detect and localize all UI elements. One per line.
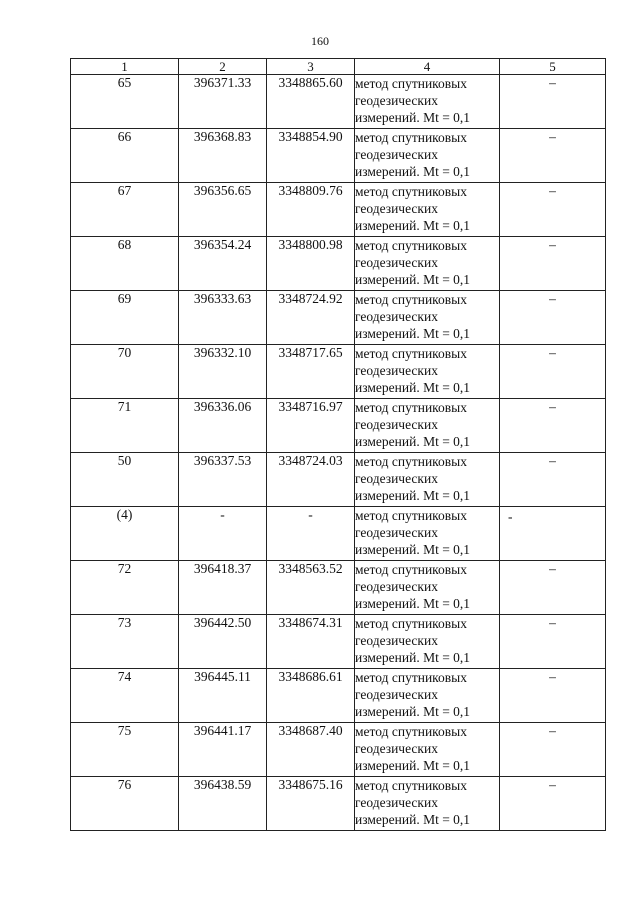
point-number-cell: 70 xyxy=(71,345,179,399)
y-coordinate-cell: 3348724.03 xyxy=(267,453,355,507)
note-cell: – xyxy=(500,75,606,129)
method-line: метод спутниковых xyxy=(355,562,467,577)
note-cell: – xyxy=(500,561,606,615)
table-row xyxy=(71,345,606,399)
method-line: геодезических xyxy=(355,93,438,108)
y-coordinate-cell: 3348717.65 xyxy=(267,345,355,399)
method-line: геодезических xyxy=(355,795,438,810)
y-coordinate-cell: 3348563.52 xyxy=(267,561,355,615)
note-cell: – xyxy=(500,129,606,183)
column-header: 1 xyxy=(71,59,179,75)
table-row xyxy=(71,777,606,831)
y-coordinate-cell: 3348686.61 xyxy=(267,669,355,723)
method-line: измерений. Mt = 0,1 xyxy=(355,758,471,773)
table-row xyxy=(71,237,606,291)
method-cell xyxy=(355,75,500,129)
method-cell xyxy=(355,129,500,183)
method-line: метод спутниковых xyxy=(355,616,467,631)
method-line: геодезических xyxy=(355,309,438,324)
point-number-cell: 75 xyxy=(71,723,179,777)
x-coordinate-cell: 396438.59 xyxy=(179,777,267,831)
column-header: 4 xyxy=(355,59,500,75)
method-line: геодезических xyxy=(355,687,438,702)
point-number-cell: 68 xyxy=(71,237,179,291)
x-coordinate-cell: 396356.65 xyxy=(179,183,267,237)
method-line: метод спутниковых xyxy=(355,130,467,145)
method-cell xyxy=(355,399,500,453)
x-coordinate-cell: 396333.63 xyxy=(179,291,267,345)
method-line: геодезических xyxy=(355,741,438,756)
method-line: геодезических xyxy=(355,147,438,162)
point-number-cell: 73 xyxy=(71,615,179,669)
x-coordinate-cell: 396441.17 xyxy=(179,723,267,777)
note-cell: – xyxy=(500,183,606,237)
method-line: метод спутниковых xyxy=(355,508,467,523)
table-row xyxy=(71,723,606,777)
x-coordinate-cell: - xyxy=(179,507,267,561)
method-line: геодезических xyxy=(355,525,438,540)
table-header-row xyxy=(71,59,606,75)
method-cell xyxy=(355,723,500,777)
y-coordinate-cell: 3348674.31 xyxy=(267,615,355,669)
x-coordinate-cell: 396371.33 xyxy=(179,75,267,129)
table-row xyxy=(71,129,606,183)
table-row xyxy=(71,183,606,237)
y-coordinate-cell: - xyxy=(267,507,355,561)
method-line: метод спутниковых xyxy=(355,238,467,253)
method-line: измерений. Mt = 0,1 xyxy=(355,488,471,503)
method-line: геодезических xyxy=(355,471,438,486)
table-row xyxy=(71,75,606,129)
method-cell xyxy=(355,291,500,345)
method-line: геодезических xyxy=(355,255,438,270)
x-coordinate-cell: 396337.53 xyxy=(179,453,267,507)
column-header: 2 xyxy=(179,59,267,75)
x-coordinate-cell: 396332.10 xyxy=(179,345,267,399)
y-coordinate-cell: 3348716.97 xyxy=(267,399,355,453)
table-body xyxy=(71,75,606,831)
method-cell xyxy=(355,615,500,669)
point-number-cell: (4) xyxy=(71,507,179,561)
method-line: измерений. Mt = 0,1 xyxy=(355,812,471,827)
table-row xyxy=(71,669,606,723)
y-coordinate-cell: 3348724.92 xyxy=(267,291,355,345)
method-line: измерений. Mt = 0,1 xyxy=(355,596,471,611)
method-line: измерений. Mt = 0,1 xyxy=(355,650,471,665)
x-coordinate-cell: 396336.06 xyxy=(179,399,267,453)
y-coordinate-cell: 3348687.40 xyxy=(267,723,355,777)
method-line: измерений. Mt = 0,1 xyxy=(355,434,471,449)
method-line: измерений. Mt = 0,1 xyxy=(355,326,471,341)
method-cell xyxy=(355,183,500,237)
method-cell xyxy=(355,669,500,723)
method-line: геодезических xyxy=(355,363,438,378)
table-row xyxy=(71,507,606,561)
note-cell: – xyxy=(500,291,606,345)
method-line: геодезических xyxy=(355,417,438,432)
table-row xyxy=(71,291,606,345)
method-line: метод спутниковых xyxy=(355,346,467,361)
method-line: метод спутниковых xyxy=(355,76,467,91)
point-number-cell: 76 xyxy=(71,777,179,831)
method-line: метод спутниковых xyxy=(355,778,467,793)
point-number-cell: 72 xyxy=(71,561,179,615)
method-cell xyxy=(355,777,500,831)
note-cell: – xyxy=(500,777,606,831)
note-cell: – xyxy=(500,399,606,453)
method-line: метод спутниковых xyxy=(355,454,467,469)
point-number-cell: 50 xyxy=(71,453,179,507)
method-line: метод спутниковых xyxy=(355,400,467,415)
method-line: измерений. Mt = 0,1 xyxy=(355,218,471,233)
coordinates-table xyxy=(70,58,606,831)
note-cell: – xyxy=(500,615,606,669)
note-cell: – xyxy=(500,669,606,723)
method-line: измерений. Mt = 0,1 xyxy=(355,110,471,125)
method-cell xyxy=(355,237,500,291)
point-number-cell: 69 xyxy=(71,291,179,345)
x-coordinate-cell: 396418.37 xyxy=(179,561,267,615)
note-cell: – xyxy=(500,237,606,291)
y-coordinate-cell: 3348675.16 xyxy=(267,777,355,831)
x-coordinate-cell: 396445.11 xyxy=(179,669,267,723)
column-header: 3 xyxy=(267,59,355,75)
table-row xyxy=(71,561,606,615)
method-line: измерений. Mt = 0,1 xyxy=(355,164,471,179)
method-cell xyxy=(355,453,500,507)
table-row xyxy=(71,453,606,507)
note-cell: – xyxy=(500,345,606,399)
column-header: 5 xyxy=(500,59,606,75)
method-line: измерений. Mt = 0,1 xyxy=(355,704,471,719)
method-cell xyxy=(355,345,500,399)
method-line: метод спутниковых xyxy=(355,670,467,685)
method-line: измерений. Mt = 0,1 xyxy=(355,542,471,557)
method-line: метод спутниковых xyxy=(355,724,467,739)
note-cell: – xyxy=(500,453,606,507)
point-number-cell: 71 xyxy=(71,399,179,453)
method-line: геодезических xyxy=(355,201,438,216)
y-coordinate-cell: 3348800.98 xyxy=(267,237,355,291)
method-line: метод спутниковых xyxy=(355,184,467,199)
page-number: 160 xyxy=(311,34,329,48)
point-number-cell: 65 xyxy=(71,75,179,129)
method-line: геодезических xyxy=(355,633,438,648)
point-number-cell: 67 xyxy=(71,183,179,237)
method-line: метод спутниковых xyxy=(355,292,467,307)
point-number-cell: 74 xyxy=(71,669,179,723)
method-cell xyxy=(355,561,500,615)
table-row xyxy=(71,399,606,453)
note-cell: – xyxy=(500,723,606,777)
x-coordinate-cell: 396354.24 xyxy=(179,237,267,291)
point-number-cell: 66 xyxy=(71,129,179,183)
y-coordinate-cell: 3348865.60 xyxy=(267,75,355,129)
method-line: геодезических xyxy=(355,579,438,594)
x-coordinate-cell: 396442.50 xyxy=(179,615,267,669)
method-line: измерений. Mt = 0,1 xyxy=(355,380,471,395)
x-coordinate-cell: 396368.83 xyxy=(179,129,267,183)
method-cell xyxy=(355,507,500,561)
y-coordinate-cell: 3348809.76 xyxy=(267,183,355,237)
note-cell: - xyxy=(500,507,606,561)
table-row xyxy=(71,615,606,669)
y-coordinate-cell: 3348854.90 xyxy=(267,129,355,183)
method-line: измерений. Mt = 0,1 xyxy=(355,272,471,287)
